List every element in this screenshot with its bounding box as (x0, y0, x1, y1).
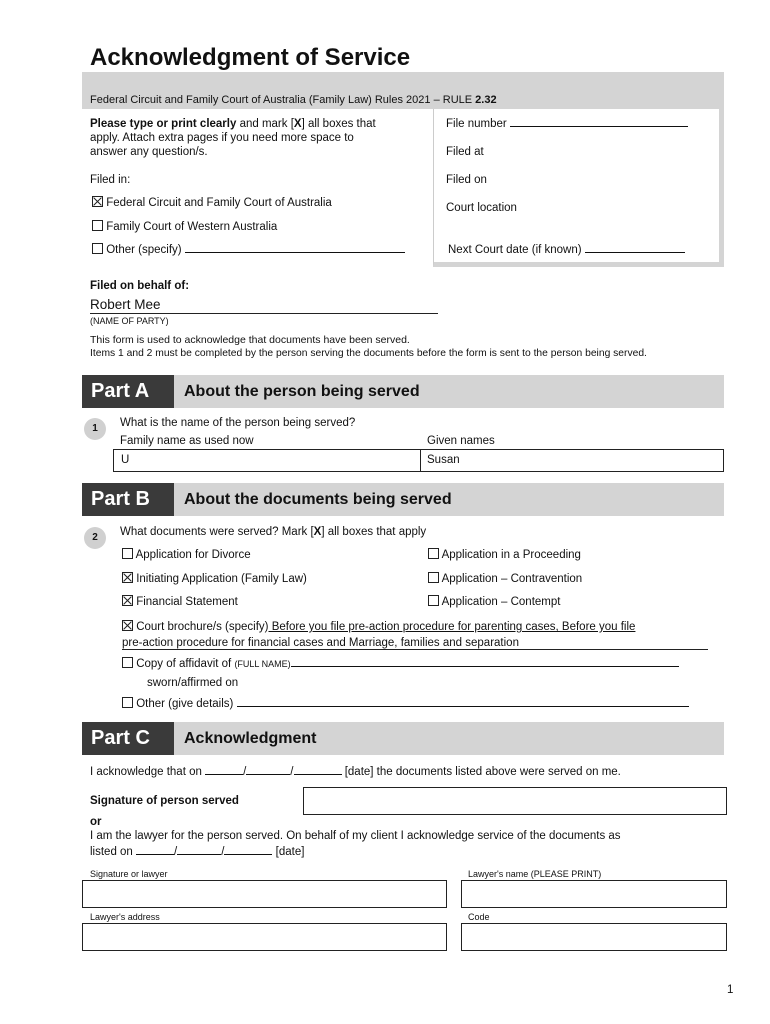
doc-option-label: Application for Divorce (135, 549, 251, 561)
checkbox[interactable] (122, 657, 133, 668)
filed-on-label: Filed on (446, 174, 487, 186)
code-field[interactable] (461, 923, 727, 951)
ack-year-field[interactable] (294, 774, 342, 775)
intro-line-2: Items 1 and 2 must be completed by the person serving the documents before the form is sent to the person being served. (90, 348, 647, 359)
instruction-part: ] all boxes that (301, 118, 376, 130)
court-option-fcfca[interactable] (92, 196, 332, 209)
lawyer-line-2 (90, 846, 304, 858)
doc-option-contravention[interactable] (428, 572, 582, 585)
court-option-wa[interactable] (92, 220, 277, 233)
question-part: ] all boxes that apply (321, 526, 427, 538)
lawyer-address-field[interactable] (82, 923, 447, 951)
file-number-label: File number (446, 118, 507, 130)
family-name-field[interactable]: U (121, 454, 130, 466)
instruction-part: and mark [ (236, 118, 294, 130)
given-names-field[interactable]: Susan (427, 454, 460, 466)
checkbox-checked[interactable] (122, 572, 133, 583)
part-b-title: About the documents being served (184, 491, 452, 508)
intro-line-1: This form is used to acknowledge that documents have been served. (90, 334, 410, 346)
doc-option-label: Application in a Proceeding (441, 549, 581, 561)
signature-lawyer-label: Signature or lawyer (90, 869, 168, 879)
ack-row (90, 766, 621, 778)
other-label: Other (give details) (136, 698, 234, 710)
checkbox-checked[interactable] (122, 595, 133, 606)
part-b-label: Part B (82, 483, 174, 516)
filed-at-label: Filed at (446, 146, 484, 158)
signature-lawyer-field[interactable] (82, 880, 447, 908)
ack-text: [date] the documents listed above were served on me. (344, 766, 621, 778)
doc-option-proceeding[interactable] (428, 548, 581, 561)
question-a: What is the name of the person being served? (120, 417, 356, 429)
checkbox[interactable] (122, 697, 133, 708)
doc-option-divorce[interactable] (122, 548, 251, 561)
checkbox[interactable] (92, 243, 103, 254)
family-name-label: Family name as used now (120, 435, 254, 447)
doc-option-contempt[interactable] (428, 595, 560, 608)
part-a-header (82, 375, 724, 408)
name-table (113, 449, 724, 472)
sworn-label: sworn/affirmed on (147, 677, 239, 689)
affidavit-label: Copy of affidavit of (136, 658, 235, 670)
instruction-line-1 (90, 118, 376, 130)
party-name-field[interactable]: Robert Mee (90, 297, 438, 314)
part-b-header (82, 483, 724, 516)
part-c-header (82, 722, 724, 755)
lawyer-day-field[interactable] (136, 854, 174, 855)
page-title: Acknowledgment of Service (90, 44, 411, 71)
court-option-other[interactable] (92, 243, 405, 256)
checkbox[interactable] (428, 548, 439, 559)
signature-served-label: Signature of person served (90, 795, 239, 807)
doc-option-affidavit[interactable] (122, 657, 679, 670)
brochure-label: Court brochure/s (specify) (136, 621, 269, 633)
lawyer-address-label: Lawyer's address (90, 912, 160, 922)
or-label: or (90, 816, 102, 828)
checkbox-checked[interactable] (122, 620, 133, 631)
part-a-title: About the person being served (184, 383, 420, 400)
brochure-value[interactable]: Before you file pre-action procedure for parenting cases, Before you file (268, 621, 636, 633)
instruction-bold: Please type or print clearly (90, 118, 237, 130)
question-number: 2 (84, 527, 106, 549)
date-sep: / (243, 766, 247, 778)
question-b (120, 526, 426, 538)
brochure-value-line-2[interactable]: pre-action procedure for financial cases and Marriage, families and separation (122, 637, 708, 650)
signature-served-field[interactable] (303, 787, 727, 815)
filed-in-label: Filed in: (90, 174, 131, 186)
lawyer-line-1: I am the lawyer for the person served. On behalf of my client I acknowledge service of the documents as (90, 830, 621, 842)
next-court-field[interactable] (585, 252, 685, 253)
code-label: Code (468, 912, 490, 922)
lawyer-month-field[interactable] (177, 854, 221, 855)
court-option-label: Family Court of Western Australia (106, 221, 278, 233)
other-details-field[interactable] (237, 706, 689, 707)
date-sep: / (174, 846, 178, 858)
ack-month-field[interactable] (246, 774, 290, 775)
date-sep: / (221, 846, 225, 858)
instruction-line-2: apply. Attach extra pages if you need more space to (90, 132, 354, 144)
next-court-label: Next Court date (if known) (448, 244, 582, 256)
affidavit-caption: (FULL NAME) (234, 659, 291, 669)
question-number: 1 (84, 418, 106, 440)
rule-number: 2.32 (475, 94, 497, 106)
court-option-label: Federal Circuit and Family Court of Australia (106, 197, 332, 209)
doc-option-label: Financial Statement (136, 596, 238, 608)
doc-option-label: Application – Contempt (441, 596, 561, 608)
date-sep: / (290, 766, 294, 778)
part-c-label: Part C (82, 722, 174, 755)
page-number: 1 (727, 984, 734, 996)
doc-option-financial[interactable] (122, 595, 238, 608)
part-a-label: Part A (82, 375, 174, 408)
rule-prefix: Federal Circuit and Family Court of Australia (Family Law) Rules 2021 – RULE (90, 94, 476, 106)
next-court-row (448, 244, 685, 256)
given-names-label: Given names (427, 435, 495, 447)
part-c-title: Acknowledgment (184, 730, 317, 747)
listed-on-label: listed on (90, 846, 133, 858)
rule-text (90, 94, 497, 106)
doc-option-brochure[interactable] (122, 620, 635, 633)
file-number-field[interactable] (510, 126, 688, 127)
checkbox[interactable] (92, 220, 103, 231)
instruction-x: X (293, 118, 302, 130)
divider (420, 450, 421, 471)
lawyer-name-label: Lawyer's name (PLEASE PRINT) (468, 869, 602, 879)
question-x: X (313, 526, 322, 538)
date-label: [date] (275, 846, 305, 858)
doc-option-initiating[interactable] (122, 572, 307, 585)
checkbox[interactable] (428, 572, 439, 583)
ack-text: I acknowledge that on (90, 766, 202, 778)
doc-option-other[interactable] (122, 697, 689, 710)
lawyer-year-field[interactable] (224, 854, 272, 855)
file-number-row (446, 118, 688, 130)
instruction-line-3: answer any question/s. (90, 146, 208, 158)
party-caption: (NAME OF PARTY) (90, 316, 169, 326)
court-location-label: Court location (446, 202, 517, 214)
other-court-field[interactable] (185, 252, 405, 253)
doc-option-label: Initiating Application (Family Law) (136, 573, 307, 585)
checkbox[interactable] (122, 548, 133, 559)
affidavit-field[interactable] (291, 666, 679, 667)
question-part: What documents were served? Mark [ (120, 526, 314, 538)
checkbox-checked[interactable] (92, 196, 103, 207)
ack-day-field[interactable] (205, 774, 243, 775)
court-option-label: Other (specify) (106, 244, 182, 256)
filed-on-behalf-label: Filed on behalf of: (90, 280, 190, 292)
lawyer-name-field[interactable] (461, 880, 727, 908)
checkbox[interactable] (428, 595, 439, 606)
doc-option-label: Application – Contravention (441, 573, 583, 585)
